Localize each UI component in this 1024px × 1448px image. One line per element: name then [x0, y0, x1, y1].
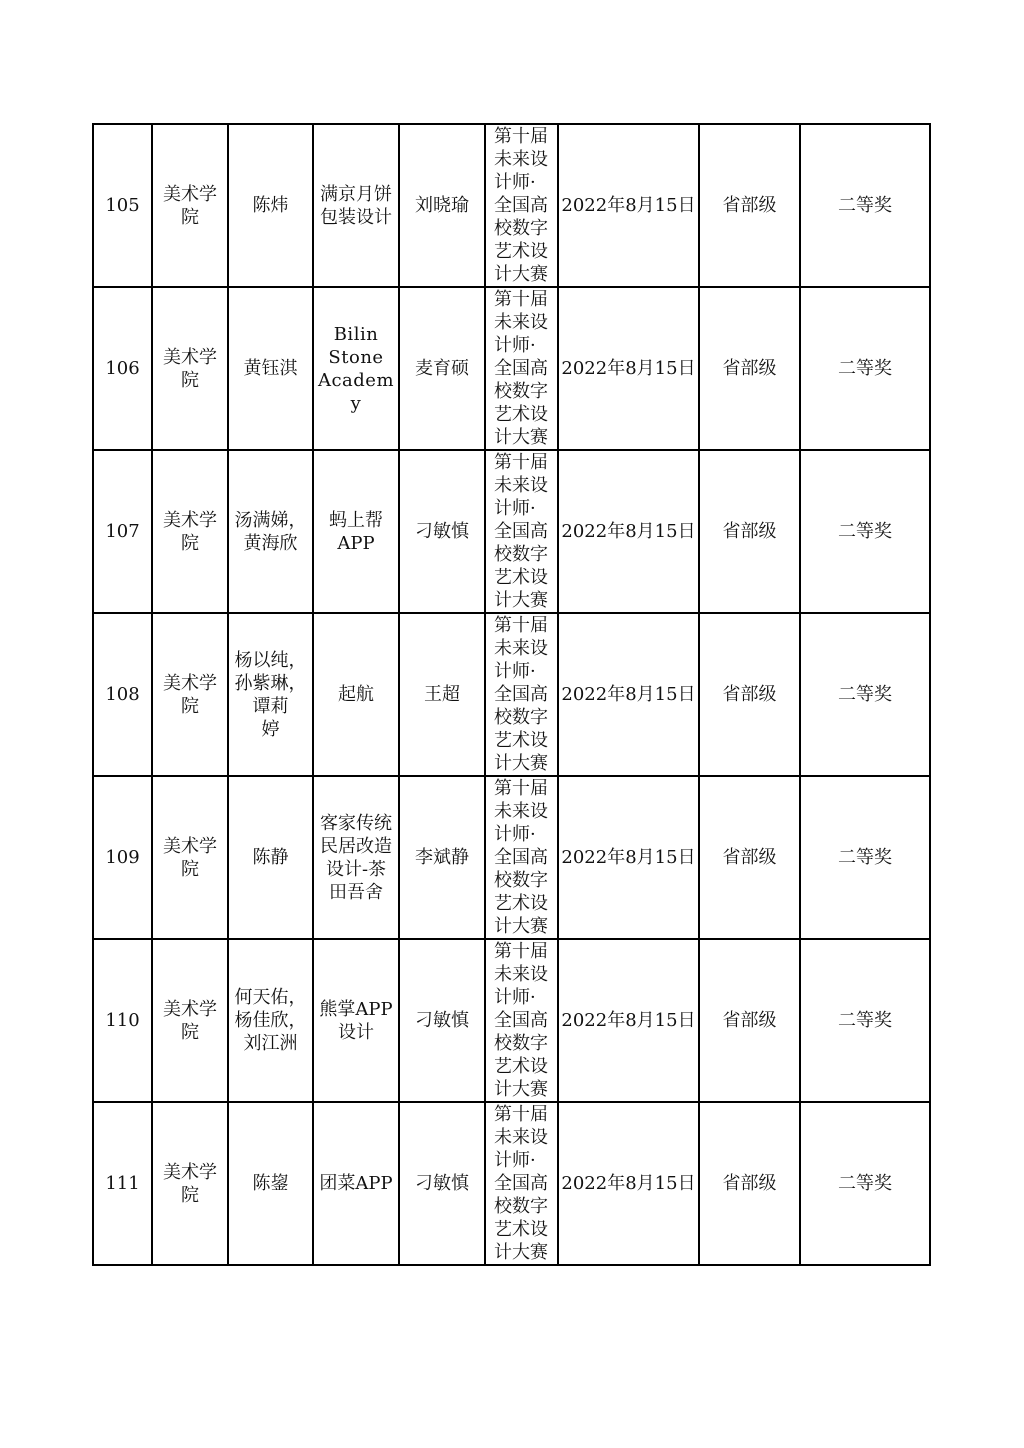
award-grade-cell: [800, 1102, 930, 1265]
serial-number: 107: [105, 521, 140, 542]
college: 美术学 院: [163, 835, 217, 880]
award-date: 2022年8月15日: [561, 847, 696, 868]
advisor: 李斌静: [415, 847, 469, 868]
work-title-cell: [313, 1102, 399, 1265]
award-level: 省部级: [722, 1173, 777, 1194]
award-grade: 二等奖: [838, 358, 892, 379]
award-level-cell: [699, 1102, 800, 1265]
award-date-cell: [558, 124, 699, 287]
table-row: [93, 1102, 930, 1265]
work-title: 团菜APP: [319, 1173, 393, 1194]
advisor-cell: [399, 939, 485, 1102]
serial-number-cell: [93, 287, 152, 450]
serial-number: 110: [105, 1010, 140, 1031]
students-cell: [228, 450, 313, 613]
college-cell: [152, 776, 228, 939]
advisor: 刁敏慎: [415, 1173, 469, 1194]
college: 美术学 院: [163, 346, 217, 391]
competition-cell: [485, 613, 558, 776]
competition-cell: [485, 776, 558, 939]
award-grade: 二等奖: [838, 195, 892, 216]
table-row: [93, 776, 930, 939]
work-title: Bilin Stone Academy: [317, 323, 395, 414]
award-level-cell: [699, 613, 800, 776]
competition-name: 第十届 未来设 计师· 全国高 校数字 艺术设 计大赛: [494, 452, 548, 611]
advisor: 刘晓瑜: [415, 195, 469, 216]
award-date: 2022年8月15日: [561, 1010, 696, 1031]
students-cell: [228, 287, 313, 450]
award-grade: 二等奖: [838, 1010, 892, 1031]
award-level: 省部级: [722, 195, 777, 216]
work-title-cell: [313, 287, 399, 450]
competition-cell: [485, 939, 558, 1102]
serial-number-cell: [93, 124, 152, 287]
college-cell: [152, 450, 228, 613]
serial-number-cell: [93, 776, 152, 939]
serial-number-cell: [93, 450, 152, 613]
table-row: [93, 287, 930, 450]
college: 美术学 院: [163, 1161, 217, 1206]
award-grade-cell: [800, 613, 930, 776]
award-date-cell: [558, 450, 699, 613]
award-level-cell: [699, 939, 800, 1102]
work-title-cell: [313, 124, 399, 287]
advisor-cell: [399, 287, 485, 450]
award-date: 2022年8月15日: [561, 195, 696, 216]
advisor: 王超: [424, 684, 460, 705]
students-cell: [228, 776, 313, 939]
competition-cell: [485, 124, 558, 287]
award-date-cell: [558, 287, 699, 450]
award-level-cell: [699, 124, 800, 287]
award-date-cell: [558, 776, 699, 939]
work-title-cell: [313, 450, 399, 613]
award-grade: 二等奖: [838, 521, 892, 542]
table-row: [93, 613, 930, 776]
competition-name: 第十届 未来设 计师· 全国高 校数字 艺术设 计大赛: [494, 126, 548, 285]
students-cell: [228, 1102, 313, 1265]
award-grade-cell: [800, 776, 930, 939]
advisor-cell: [399, 1102, 485, 1265]
award-level: 省部级: [722, 847, 777, 868]
students-cell: [228, 124, 313, 287]
serial-number-cell: [93, 1102, 152, 1265]
students-cell: [228, 939, 313, 1102]
advisor: 刁敏慎: [415, 521, 469, 542]
serial-number: 111: [105, 1173, 140, 1194]
students: 陈鋆: [252, 1173, 289, 1194]
award-level-cell: [699, 450, 800, 613]
competition-cell: [485, 450, 558, 613]
advisor-cell: [399, 776, 485, 939]
award-level-cell: [699, 776, 800, 939]
table-row: [93, 450, 930, 613]
award-grade-cell: [800, 287, 930, 450]
table-row: [93, 124, 930, 287]
award-date: 2022年8月15日: [561, 521, 696, 542]
advisor-cell: [399, 613, 485, 776]
competition-name: 第十届 未来设 计师· 全国高 校数字 艺术设 计大赛: [494, 1104, 548, 1263]
work-title: 熊掌APP 设计: [319, 998, 393, 1043]
award-grade-cell: [800, 939, 930, 1102]
award-level-cell: [699, 287, 800, 450]
college-cell: [152, 124, 228, 287]
table-row: [93, 939, 930, 1102]
serial-number-cell: [93, 613, 152, 776]
students: 汤满娣， 黄海欣: [234, 509, 307, 554]
work-title: 起航: [338, 684, 374, 705]
students: 陈静: [252, 847, 289, 868]
students: 杨以纯， 孙紫琳， 谭莉 婷: [234, 649, 307, 740]
students: 黄钰淇: [243, 358, 298, 379]
award-grade: 二等奖: [838, 684, 892, 705]
award-date: 2022年8月15日: [561, 684, 696, 705]
work-title: 蚂上帮 APP: [329, 509, 383, 554]
college: 美术学 院: [163, 183, 217, 228]
award-date-cell: [558, 939, 699, 1102]
serial-number-cell: [93, 939, 152, 1102]
college: 美术学 院: [163, 672, 217, 717]
work-title-cell: [313, 776, 399, 939]
award-table: [92, 123, 931, 1266]
college-cell: [152, 613, 228, 776]
college-cell: [152, 939, 228, 1102]
serial-number: 109: [105, 847, 140, 868]
students: 陈炜: [252, 195, 289, 216]
award-grade-cell: [800, 450, 930, 613]
competition-cell: [485, 1102, 558, 1265]
competition-cell: [485, 287, 558, 450]
college: 美术学 院: [163, 509, 217, 554]
award-level: 省部级: [722, 684, 777, 705]
competition-name: 第十届 未来设 计师· 全国高 校数字 艺术设 计大赛: [494, 289, 548, 448]
award-date: 2022年8月15日: [561, 358, 696, 379]
students: 何天佑， 杨佳欣， 刘江洲: [234, 987, 307, 1054]
college-cell: [152, 1102, 228, 1265]
advisor: 麦育硕: [415, 358, 469, 379]
college-cell: [152, 287, 228, 450]
serial-number: 105: [105, 195, 140, 216]
award-date-cell: [558, 613, 699, 776]
college: 美术学 院: [163, 998, 217, 1043]
award-date-cell: [558, 1102, 699, 1265]
competition-name: 第十届 未来设 计师· 全国高 校数字 艺术设 计大赛: [494, 615, 548, 774]
award-level: 省部级: [722, 521, 777, 542]
award-grade-cell: [800, 124, 930, 287]
serial-number: 106: [105, 358, 140, 379]
work-title-cell: [313, 613, 399, 776]
competition-name: 第十届 未来设 计师· 全国高 校数字 艺术设 计大赛: [494, 941, 548, 1100]
advisor: 刁敏慎: [415, 1010, 469, 1031]
award-grade: 二等奖: [838, 847, 892, 868]
competition-name: 第十届 未来设 计师· 全国高 校数字 艺术设 计大赛: [494, 778, 548, 937]
work-title: 客家传统 民居改造 设计-茶 田吾舍: [320, 812, 392, 903]
work-title-cell: [313, 939, 399, 1102]
award-level: 省部级: [722, 358, 777, 379]
award-level: 省部级: [722, 1010, 777, 1031]
serial-number: 108: [105, 684, 140, 705]
award-grade: 二等奖: [838, 1173, 892, 1194]
award-date: 2022年8月15日: [561, 1173, 696, 1194]
advisor-cell: [399, 450, 485, 613]
students-cell: [228, 613, 313, 776]
work-title: 满京月饼 包装设计: [320, 183, 392, 228]
advisor-cell: [399, 124, 485, 287]
